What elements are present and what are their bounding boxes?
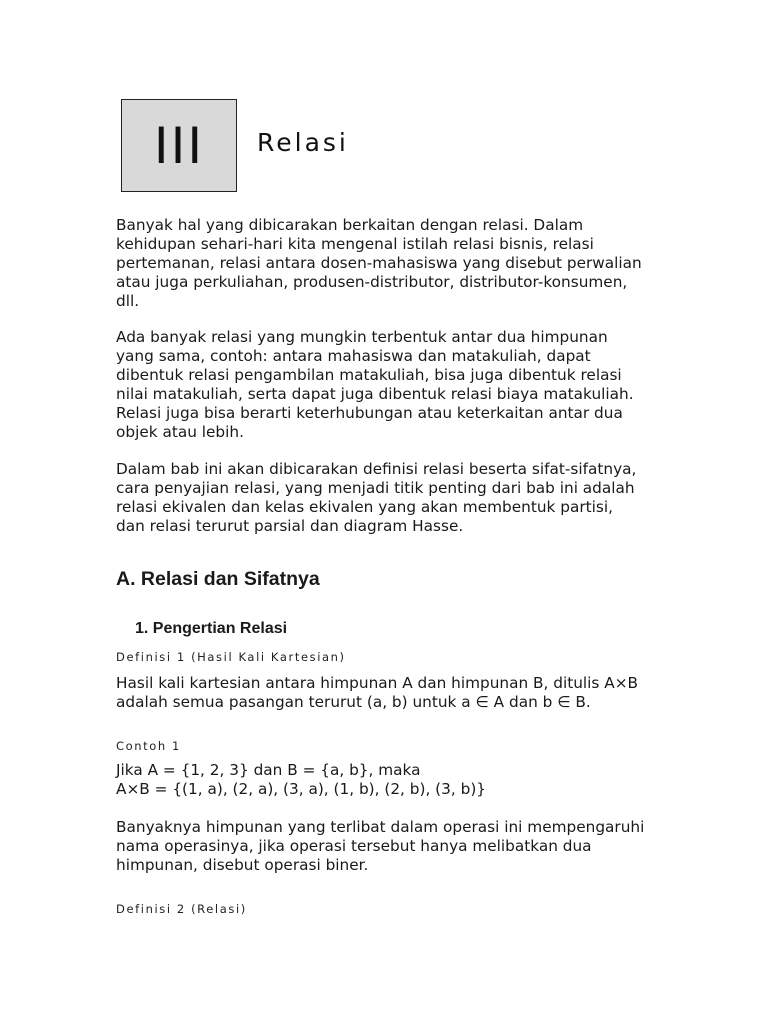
definition-1-text — [116, 674, 676, 712]
example-1-text — [116, 761, 676, 799]
paragraph-line: dibentuk relasi pengambilan matakuliah, bisa juga dibentuk relasi — [116, 366, 622, 384]
paragraph-line: nilai matakuliah, serta dapat juga dibentuk relasi biaya matakuliah. — [116, 385, 634, 403]
definition-2-label: Definisi 2 (Relasi) — [116, 902, 247, 916]
example-line: Jika A = {1, 2, 3} dan B = {a, b}, maka — [116, 761, 421, 779]
subsection-heading: 1. Pengertian Relasi — [135, 620, 288, 637]
paragraph-line: pertemanan, relasi antara dosen-mahasiswa yang disebut perwalian — [116, 254, 642, 272]
paragraph-line: Banyak hal yang dibicarakan berkaitan dengan relasi. Dalam — [116, 216, 584, 234]
paragraph-line: Banyaknya himpunan yang terlibat dalam operasi ini mempengaruhi — [116, 818, 645, 836]
definition-line: Hasil kali kartesian antara himpunan A dan himpunan B, ditulis A×B — [116, 674, 639, 692]
paragraph-line: relasi ekivalen dan kelas ekivalen yang akan membentuk partisi, — [116, 498, 613, 516]
closing-paragraph — [116, 818, 676, 875]
paragraph-line: dll. — [116, 292, 140, 310]
paragraph-line: cara penyajian relasi, yang menjadi titik penting dari bab ini adalah — [116, 479, 635, 497]
paragraph-line: dan relasi terurut parsial dan diagram Hasse. — [116, 517, 464, 535]
chapter-number: III — [153, 116, 205, 175]
paragraph-line: Relasi juga bisa berarti keterhubungan atau keterkaitan antar dua — [116, 404, 623, 422]
paragraph-line: yang sama, contoh: antara mahasiswa dan matakuliah, dapat — [116, 347, 591, 365]
paragraph-line: objek atau lebih. — [116, 423, 244, 441]
definition-line: adalah semua pasangan terurut (a, b) untuk a ∈ A dan b ∈ B. — [116, 693, 591, 711]
definition-1-label: Definisi 1 (Hasil Kali Kartesian) — [116, 650, 346, 664]
paragraph-line: himpunan, disebut operasi biner. — [116, 856, 369, 874]
intro-paragraph-3 — [116, 460, 676, 536]
chapter-title: Relasi — [257, 128, 349, 157]
chapter-number-box — [121, 99, 237, 192]
paragraph-line: nama operasinya, jika operasi tersebut hanya melibatkan dua — [116, 837, 592, 855]
example-1-label: Contoh 1 — [116, 739, 181, 753]
paragraph-line: kehidupan sehari-hari kita mengenal istilah relasi bisnis, relasi — [116, 235, 594, 253]
section-heading: A. Relasi dan Sifatnya — [116, 568, 320, 590]
intro-paragraph-1 — [116, 216, 676, 311]
paragraph-line: Dalam bab ini akan dibicarakan definisi relasi beserta sifat-sifatnya, — [116, 460, 637, 478]
paragraph-line: atau juga perkuliahan, produsen-distributor, distributor-konsumen, — [116, 273, 628, 291]
paragraph-line: Ada banyak relasi yang mungkin terbentuk antar dua himpunan — [116, 328, 608, 346]
intro-paragraph-2 — [116, 328, 676, 442]
example-line: A×B = {(1, a), (2, a), (3, a), (1, b), (2, b), (3, b)} — [116, 780, 487, 798]
